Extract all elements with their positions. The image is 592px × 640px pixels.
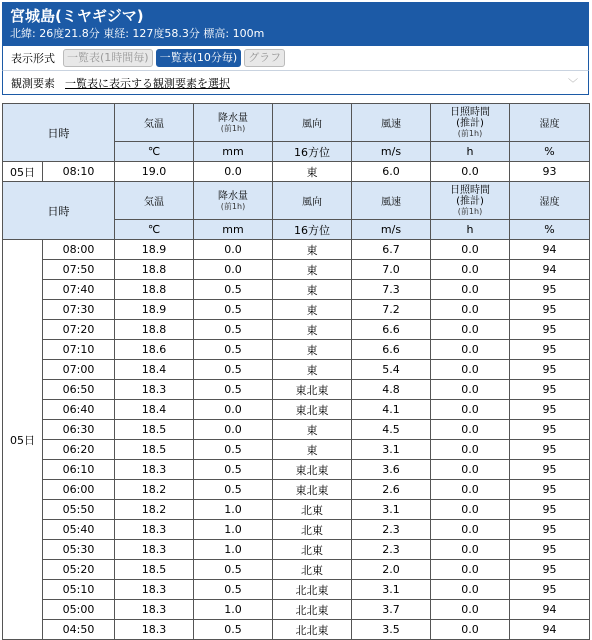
table-cell: 18.5 xyxy=(115,440,194,460)
table-cell: 0.5 xyxy=(194,320,273,340)
table-cell: 95 xyxy=(510,400,590,420)
table-cell: 06:40 xyxy=(43,400,115,420)
table-cell: 95 xyxy=(510,280,590,300)
header-precipitation: 降水量 (前1h) xyxy=(194,104,273,142)
table-cell: 東 xyxy=(273,360,352,380)
table-cell: 94 xyxy=(510,620,590,640)
table-cell: 05:50 xyxy=(43,500,115,520)
table-cell: 18.3 xyxy=(115,600,194,620)
table-cell: 19.0 xyxy=(115,162,194,182)
table-cell: 東 xyxy=(273,260,352,280)
table-cell: 0.0 xyxy=(431,340,510,360)
table-cell: 2.0 xyxy=(352,560,431,580)
table-cell: 0.0 xyxy=(431,280,510,300)
table-cell: 0.0 xyxy=(431,440,510,460)
table-cell: 18.3 xyxy=(115,520,194,540)
table-cell: 4.1 xyxy=(352,400,431,420)
table-cell: 0.5 xyxy=(194,480,273,500)
table-cell: 05:30 xyxy=(43,540,115,560)
table-cell: 05:10 xyxy=(43,580,115,600)
header-unit: ℃ xyxy=(115,220,194,240)
table-row xyxy=(3,340,590,360)
table-cell: 0.5 xyxy=(194,580,273,600)
table-cell: 18.8 xyxy=(115,320,194,340)
table-cell: 0.0 xyxy=(431,360,510,380)
table-row xyxy=(3,600,590,620)
table-row xyxy=(3,420,590,440)
table-cell: 0.5 xyxy=(194,440,273,460)
table-row xyxy=(3,240,590,260)
table-cell: 18.9 xyxy=(115,240,194,260)
observation-table xyxy=(2,103,590,640)
table-cell: 07:20 xyxy=(43,320,115,340)
table-cell: 1.0 xyxy=(194,520,273,540)
table-cell: 0.0 xyxy=(194,420,273,440)
table-cell: 05:40 xyxy=(43,520,115,540)
table-cell: 1.0 xyxy=(194,500,273,520)
table-cell: 95 xyxy=(510,480,590,500)
table-cell: 0.0 xyxy=(431,480,510,500)
table-cell: 18.8 xyxy=(115,280,194,300)
table-cell: 4.8 xyxy=(352,380,431,400)
table-cell: 0.0 xyxy=(431,620,510,640)
header-unit: m/s xyxy=(352,142,431,162)
table-cell: 06:30 xyxy=(43,420,115,440)
table-cell: 95 xyxy=(510,440,590,460)
table-cell: 0.0 xyxy=(431,520,510,540)
table-cell: 7.2 xyxy=(352,300,431,320)
table-cell: 0.0 xyxy=(431,380,510,400)
station-title: 宮城島(ミヤギジマ) xyxy=(10,7,144,25)
table-row xyxy=(3,320,590,340)
table-cell: 3.1 xyxy=(352,500,431,520)
header-humidity: 湿度 xyxy=(510,182,590,220)
table-cell: 2.3 xyxy=(352,540,431,560)
table-cell: 東北東 xyxy=(273,380,352,400)
table-row xyxy=(3,500,590,520)
header-unit: m/s xyxy=(352,220,431,240)
graph-button[interactable]: グラフ xyxy=(244,49,285,67)
table-cell: 06:00 xyxy=(43,480,115,500)
observation-element-row xyxy=(2,70,589,95)
table-cell: 0.5 xyxy=(194,340,273,360)
header-wind-direction: 風向 xyxy=(273,182,352,220)
table-cell: 95 xyxy=(510,380,590,400)
table-cell: 94 xyxy=(510,260,590,280)
table-cell: 3.5 xyxy=(352,620,431,640)
table-row xyxy=(3,400,590,420)
table-row xyxy=(3,520,590,540)
table-cell: 06:10 xyxy=(43,460,115,480)
table-row xyxy=(3,300,590,320)
station-meta: 北緯: 26度21.8分 東経: 127度58.3分 標高: 100m xyxy=(10,27,265,40)
table-cell: 3.6 xyxy=(352,460,431,480)
table-cell: 6.0 xyxy=(352,162,431,182)
table-cell: 6.7 xyxy=(352,240,431,260)
table-cell: 95 xyxy=(510,540,590,560)
observation-element-select[interactable]: 一覧表に表示する観測要素を選択 xyxy=(65,76,230,90)
table-cell: 東 xyxy=(273,300,352,320)
table-cell: 0.0 xyxy=(431,580,510,600)
table-cell: 18.6 xyxy=(115,340,194,360)
table-cell: 18.2 xyxy=(115,500,194,520)
table-row xyxy=(3,460,590,480)
table-cell: 東 xyxy=(273,420,352,440)
table-row xyxy=(3,580,590,600)
header-unit: % xyxy=(510,220,590,240)
table-cell: 1.0 xyxy=(194,540,273,560)
table-cell: 95 xyxy=(510,520,590,540)
table-cell: 北北東 xyxy=(273,600,352,620)
table-cell: 0.5 xyxy=(194,280,273,300)
table-cell: 0.0 xyxy=(431,420,510,440)
header-datetime: 日時 xyxy=(3,104,115,162)
header-unit: mm xyxy=(194,142,273,162)
table-cell: 7.3 xyxy=(352,280,431,300)
table-row xyxy=(3,360,590,380)
table-cell: 0.0 xyxy=(431,240,510,260)
table-cell: 93 xyxy=(510,162,590,182)
ten-minute-table-button[interactable]: 一覧表(10分毎) xyxy=(156,49,242,67)
table-cell: 0.0 xyxy=(431,260,510,280)
table-row xyxy=(3,560,590,580)
header-unit: mm xyxy=(194,220,273,240)
table-cell: 95 xyxy=(510,340,590,360)
table-cell: 北北東 xyxy=(273,620,352,640)
table-cell: 東北東 xyxy=(273,480,352,500)
header-unit: h xyxy=(431,220,510,240)
header-datetime: 日時 xyxy=(3,182,115,240)
table-cell: 07:10 xyxy=(43,340,115,360)
table-cell: 18.4 xyxy=(115,400,194,420)
table-cell: 18.2 xyxy=(115,480,194,500)
table-cell: 東 xyxy=(273,162,352,182)
header-precipitation: 降水量 (前1h) xyxy=(194,182,273,220)
table-cell: 95 xyxy=(510,500,590,520)
table-row xyxy=(3,260,590,280)
table-cell: 07:30 xyxy=(43,300,115,320)
table-cell: 6.6 xyxy=(352,340,431,360)
table-cell: 95 xyxy=(510,580,590,600)
header-sunshine: 日照時間 (推計) (前1h) xyxy=(431,104,510,142)
table-cell: 1.0 xyxy=(194,600,273,620)
header-unit: 16方位 xyxy=(273,220,352,240)
table-cell: 0.0 xyxy=(194,162,273,182)
table-cell: 7.0 xyxy=(352,260,431,280)
table-cell: 06:20 xyxy=(43,440,115,460)
table-cell: 18.3 xyxy=(115,540,194,560)
hourly-table-button[interactable]: 一覧表(1時間毎) xyxy=(63,49,153,67)
observation-element-label: 観測要素 xyxy=(11,76,55,90)
latest-row xyxy=(3,162,590,182)
table-cell: 94 xyxy=(510,240,590,260)
table-cell: 0.5 xyxy=(194,380,273,400)
table-cell: 06:50 xyxy=(43,380,115,400)
table-cell: 18.5 xyxy=(115,560,194,580)
table-cell: 0.5 xyxy=(194,460,273,480)
table-cell: 18.3 xyxy=(115,380,194,400)
table-cell: 0.0 xyxy=(431,320,510,340)
table-cell: 北東 xyxy=(273,560,352,580)
table-cell: 18.3 xyxy=(115,460,194,480)
table-row xyxy=(3,540,590,560)
table-cell: 6.6 xyxy=(352,320,431,340)
table-cell: 0.0 xyxy=(431,460,510,480)
table-cell: 0.0 xyxy=(194,400,273,420)
table-cell: 東 xyxy=(273,440,352,460)
table-cell: 05日 xyxy=(3,162,43,182)
header-humidity: 湿度 xyxy=(510,104,590,142)
table-cell: 0.0 xyxy=(431,162,510,182)
table-cell: 0.5 xyxy=(194,560,273,580)
table-cell: 18.8 xyxy=(115,260,194,280)
header-temperature: 気温 xyxy=(115,182,194,220)
header-wind-speed: 風速 xyxy=(352,104,431,142)
table-cell: 0.0 xyxy=(194,260,273,280)
table-row xyxy=(3,440,590,460)
table-cell: 0.5 xyxy=(194,300,273,320)
header-unit: ℃ xyxy=(115,142,194,162)
table-cell: 0.0 xyxy=(431,560,510,580)
header-sunshine: 日照時間 (推計) (前1h) xyxy=(431,182,510,220)
table-cell: 08:10 xyxy=(43,162,115,182)
table-cell: 0.0 xyxy=(194,240,273,260)
table-cell: 0.0 xyxy=(431,400,510,420)
table-cell: 95 xyxy=(510,300,590,320)
table-cell: 2.3 xyxy=(352,520,431,540)
table-cell: 04:50 xyxy=(43,620,115,640)
header-wind-speed: 風速 xyxy=(352,182,431,220)
table-cell: 95 xyxy=(510,460,590,480)
table-cell: 05:00 xyxy=(43,600,115,620)
header-temperature: 気温 xyxy=(115,104,194,142)
table-cell: 東 xyxy=(273,280,352,300)
display-format-row xyxy=(2,46,589,70)
table-cell: 95 xyxy=(510,320,590,340)
table-cell: 北東 xyxy=(273,500,352,520)
table-cell: 3.1 xyxy=(352,580,431,600)
table-cell: 95 xyxy=(510,420,590,440)
table-cell: 2.6 xyxy=(352,480,431,500)
header-unit: 16方位 xyxy=(273,142,352,162)
table-cell: 18.4 xyxy=(115,360,194,380)
table-cell: 05:20 xyxy=(43,560,115,580)
table-row xyxy=(3,480,590,500)
table-cell: 東 xyxy=(273,340,352,360)
display-format-label: 表示形式 xyxy=(11,52,55,65)
table-row xyxy=(3,380,590,400)
table-cell: 東 xyxy=(273,240,352,260)
table-cell: 北東 xyxy=(273,520,352,540)
table-cell: 07:50 xyxy=(43,260,115,280)
table-cell: 0.5 xyxy=(194,620,273,640)
table-cell: 東北東 xyxy=(273,400,352,420)
table-cell: 18.3 xyxy=(115,620,194,640)
table-cell: 18.5 xyxy=(115,420,194,440)
chevron-down-icon[interactable]: ﹀ xyxy=(568,79,578,90)
table-cell: 0.0 xyxy=(431,300,510,320)
table-cell: 0.5 xyxy=(194,360,273,380)
table-cell: 95 xyxy=(510,360,590,380)
day-cell: 05日 xyxy=(3,240,43,640)
table-cell: 東北東 xyxy=(273,460,352,480)
table-cell: 北東 xyxy=(273,540,352,560)
header-unit: % xyxy=(510,142,590,162)
table-cell: 07:00 xyxy=(43,360,115,380)
table-cell: 18.3 xyxy=(115,580,194,600)
table-cell: 0.0 xyxy=(431,540,510,560)
table-cell: 3.7 xyxy=(352,600,431,620)
table-cell: 5.4 xyxy=(352,360,431,380)
station-header xyxy=(2,2,589,46)
table-cell: 0.0 xyxy=(431,600,510,620)
table-cell: 4.5 xyxy=(352,420,431,440)
table-row xyxy=(3,280,590,300)
table-cell: 18.9 xyxy=(115,300,194,320)
header-unit: h xyxy=(431,142,510,162)
table-cell: 東 xyxy=(273,320,352,340)
header-wind-direction: 風向 xyxy=(273,104,352,142)
table-cell: 95 xyxy=(510,560,590,580)
table-cell: 94 xyxy=(510,600,590,620)
table-cell: 07:40 xyxy=(43,280,115,300)
table-cell: 北北東 xyxy=(273,580,352,600)
table-row xyxy=(3,620,590,640)
table-cell: 3.1 xyxy=(352,440,431,460)
table-cell: 08:00 xyxy=(43,240,115,260)
table-cell: 0.0 xyxy=(431,500,510,520)
